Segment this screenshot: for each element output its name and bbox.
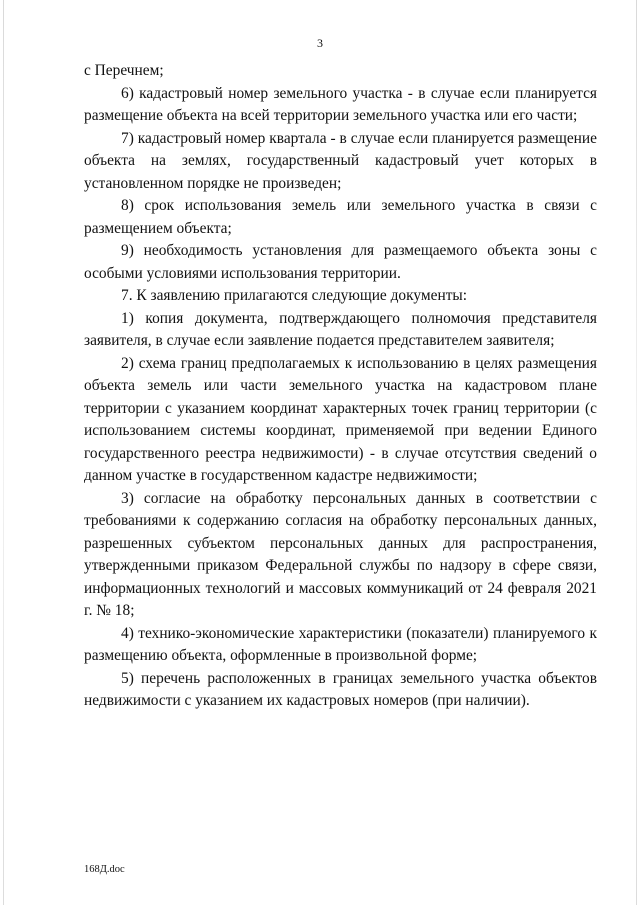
attachment-item-5: 5) перечень расположенных в границах земельного участка объектов недвижимости с указанием их кадастровых номеров (при наличии). [84, 669, 597, 709]
paragraph-item-7: 7) кадастровый номер квартала - в случае если планируется размещение объекта на землях, государственный кадастровый учет которых в установленном порядке не произведен; [84, 129, 597, 192]
paragraph-intro-continuation: с Перечнем; [84, 62, 164, 79]
footer-filename: 168Д.doc [84, 864, 125, 875]
paragraph-item-6: 6) кадастровый номер земельного участка - в случае если планируется размещение объекта на всей территории земельного участка или его части; [84, 84, 597, 124]
right-scan-edge [636, 0, 637, 905]
paragraph-item-9: 9) необходимость установления для размещаемого объекта зоны с особыми условиями использования территории. [84, 242, 597, 282]
page-number: 3 [317, 36, 323, 50]
document-body [84, 60, 597, 713]
attachment-item-4: 4) технико-экономические характеристики (показатели) планируемого к размещению объекта, оформленные в произвольной форме; [84, 624, 597, 664]
attachment-item-2: 2) схема границ предполагаемых к использованию в целях размещения объекта земель или части земельного участка на кадастровом плане территории с указанием координат характерных точек границ территории (с использованием системы координат, применяемой при ведении Единого государственного реестра недвижимости) - в случае отсутствия сведений о данном участке в государственном кадастре недвижимости; [84, 354, 597, 484]
attachment-item-3: 3) согласие на обработку персональных данных в соответствии с требованиями к содержанию согласия на обработку персональных данных, разрешенных субъектом персональных данных для распространения, утвержденными приказом Федеральной службы по надзору в сфере связи, информационных технологий и массовых коммуникаций от 24 февраля 2021 г. № 18; [84, 489, 597, 619]
attachment-item-1: 1) копия документа, подтверждающего полномочия представителя заявителя, в случае если заявление подается представителем заявителя; [84, 309, 597, 349]
paragraph-item-8: 8) срок использования земель или земельного участка в связи с размещением объекта; [84, 197, 597, 237]
left-scan-edge [3, 0, 4, 905]
section-7-heading: 7. К заявлению прилагаются следующие документы: [121, 287, 468, 304]
